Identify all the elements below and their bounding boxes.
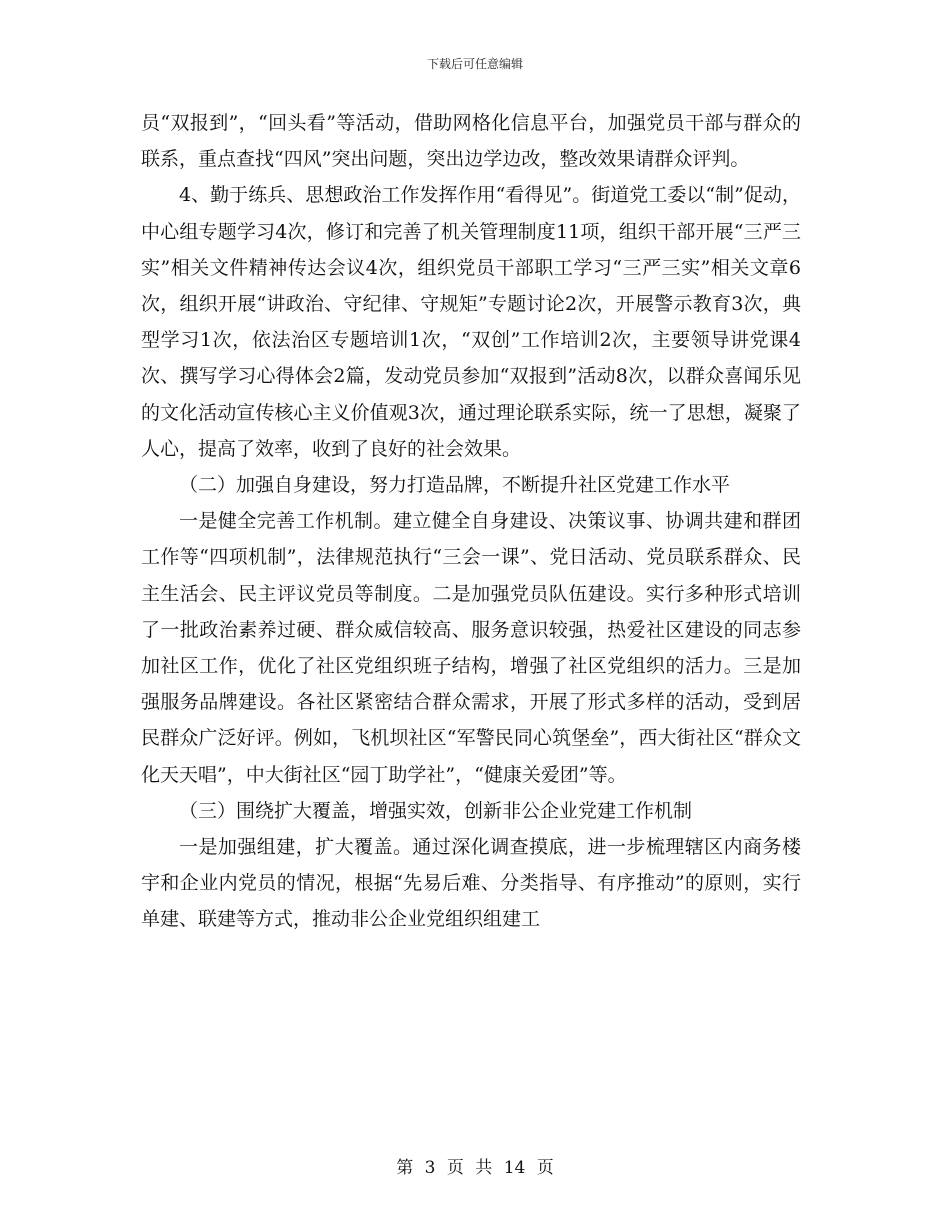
section-heading-3: （三）围绕扩大覆盖，增强实效，创新非公企业党建工作机制 xyxy=(179,799,693,822)
paragraph-item-4: 4、勤于练兵、思想政治工作发挥作用“看得见”。街道党工委以“制”促动，中心组专题学习4次，修订和完善了机关管理制度11项，组织干部开展“三严三实”相关文件精神传达会议4次，组织党员干部职工学习“三严三实”相关文章6次，组织开展“讲政治、守纪律、守规矩”专题讨论2次，开展警示教育3次，典型学习1次，依法治区专题培训1次，“双创”工作培训2次，主要领导讲党课4次、撰写学习心得体会2篇，发动党员参加“双报到”活动8次，以群众喜闻乐见的文化活动宣传核心主义价值观3次，通过理论联系实际，统一了思想，凝聚了人心，提高了效率，收到了良好的社会效果。 xyxy=(141,184,801,460)
page-header-note: 下载后可任意编辑 xyxy=(426,57,523,71)
page-number-footer: 第 3 页 共 14 页 xyxy=(396,1158,554,1178)
section-heading-2: （二）加强自身建设，努力打造品牌，不断提升社区党建工作水平 xyxy=(179,474,731,497)
paragraph-continuation: 员“双报到”，“回头看”等活动，借助网格化信息平台，加强党员干部与群众的联系，重点查找“四风”突出问题，突出边学边改，整改效果请群众评判。 xyxy=(141,112,801,171)
document-body xyxy=(141,105,801,938)
paragraph-organization: 一是加强组建，扩大覆盖。通过深化调查摸底，进一步梳理辖区内商务楼宇和企业内党员的情况，根据“先易后难、分类指导、有序推动”的原则，实行单建、联建等方式，推动非公企业党组织组建工 xyxy=(141,836,801,931)
paragraph-work-mechanism: 一是健全完善工作机制。建立健全自身建设、决策议事、协调共建和群团工作等“四项机制”，法律规范执行“三会一课”、党日活动、党员联系群众、民主生活会、民主评议党员等制度。二是加强党员队伍建设。实行多种形式培训了一批政治素养过硬、群众威信较高、服务意识较强，热爱社区建设的同志参加社区工作，优化了社区党组织班子结构，增强了社区党组织的活力。三是加强服务品牌建设。各社区紧密结合群众需求，开展了形式多样的活动，受到居民群众广泛好评。例如，飞机坝社区“军警民同心筑堡垒”，西大街社区“群众文化天天唱”，中大街社区“园丁助学社”，“健康关爱团”等。 xyxy=(141,510,801,786)
